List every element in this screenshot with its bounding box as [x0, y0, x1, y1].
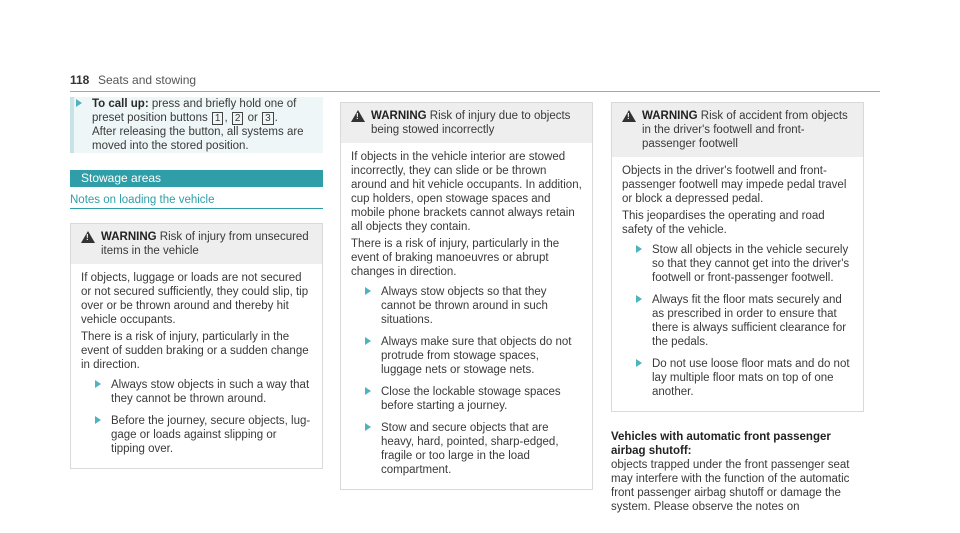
arrow-icon	[365, 337, 371, 345]
column-1	[70, 97, 323, 469]
arrow-icon	[95, 416, 101, 424]
warning-body	[71, 264, 322, 468]
warning-box	[340, 102, 593, 490]
airbag-text: objects trapped under the front passenger seat may interfere with the function of the automatic front passenger airbag shutoff or damage the system. Please observe the notes on	[611, 459, 850, 513]
arrow-icon	[636, 245, 642, 253]
airbag-heading: Vehicles with automatic front passenger airbag shutoff:	[611, 431, 831, 457]
arrow-icon	[365, 423, 371, 431]
page-title: Seats and stowing	[98, 73, 197, 87]
preset-key-3: 3	[262, 112, 274, 125]
warning-step: Always make sure that objects do not protrude from stowage spaces, luggage nets or stowage nets.	[363, 335, 582, 377]
call-up-step	[74, 97, 323, 153]
warning-step: Always stow objects in such a way that they cannot be thrown around.	[93, 378, 312, 406]
warning-step: Always fit the floor mats securely and as prescribed in order to ensure that there is always sufficient clearance for the pedals.	[634, 293, 853, 349]
warning-triangle-icon	[81, 231, 95, 243]
warning-paragraph: If objects in the vehicle interior are stowed incorrectly, they can slide or be thrown around and hit vehicle occupants. In addition, cup holders, open stowage spaces and mobile phone brackets cannot always retain all objects they contain.	[351, 151, 582, 233]
page-number: 118	[70, 73, 90, 87]
warning-step: Before the journey, secure objects, luggage or loads against slipping or tipping over.	[93, 414, 312, 456]
arrow-icon	[365, 287, 371, 295]
arrow-icon	[636, 295, 642, 303]
warning-step: Stow all objects in the vehicle securely so that they cannot get into the driver's footwell or front-passenger footwell.	[634, 243, 853, 285]
warning-step: Do not use loose floor mats and do not lay multiple floor mats on top of one another.	[634, 357, 853, 399]
warning-box	[611, 102, 864, 412]
warning-triangle-icon	[351, 110, 365, 122]
warning-header: ! WARNING Risk of injury from unsecured items in the vehicle	[71, 224, 322, 264]
subsection-heading: Notes on loading the vehicle	[70, 194, 323, 209]
warning-header: ! WARNING Risk of accident from objects in the driver's footwell and front-passenger footwell	[612, 103, 863, 157]
call-up-text: To call up: press and briefly hold one of preset position buttons 1 , 2 or 3 .	[92, 98, 297, 124]
warning-box	[70, 223, 323, 469]
column-3	[611, 97, 864, 514]
warning-step: Close the lockable stowage spaces before starting a journey.	[363, 385, 582, 413]
warning-body	[341, 143, 592, 489]
warning-header: ! WARNING Risk of injury due to objects being stowed incorrectly	[341, 103, 592, 143]
warning-step: Stow and secure objects that are heavy, hard, pointed, sharp-edged, fragile or too large in the load compartment.	[363, 421, 582, 477]
arrow-icon	[365, 387, 371, 395]
warning-body	[612, 157, 863, 411]
warning-paragraph: This jeopardises the operating and road safety of the vehicle.	[622, 210, 825, 236]
page-header	[70, 73, 880, 92]
warning-step: Always stow objects so that they cannot be thrown around in such situations.	[363, 285, 582, 327]
column-2	[340, 97, 593, 490]
arrow-icon	[636, 359, 642, 367]
arrow-icon	[95, 380, 101, 388]
section-title: Stowage areas	[70, 170, 323, 187]
warning-paragraph: Objects in the driver's footwell and front-passenger footwell may impede pedal travel or block a depressed pedal.	[622, 165, 847, 205]
preset-key-1: 1	[212, 112, 224, 125]
arrow-icon	[76, 99, 82, 107]
warning-paragraph: There is a risk of injury, particularly in the event of braking manoeuvres or abrupt changes in direction.	[351, 238, 560, 278]
warning-paragraph: There is a risk of injury, particularly in the event of sudden braking or a sudden change in direction.	[81, 331, 309, 371]
call-up-after-text: After releasing the button, all systems are moved into the stored position.	[92, 126, 304, 152]
warning-paragraph: If objects, luggage or loads are not secured or not secured sufficiently, they could slip, tip over or be thrown around and thereby hit vehicle occupants.	[81, 272, 309, 326]
preset-key-2: 2	[232, 112, 244, 125]
call-up-block	[70, 97, 323, 153]
warning-triangle-icon	[622, 110, 636, 122]
